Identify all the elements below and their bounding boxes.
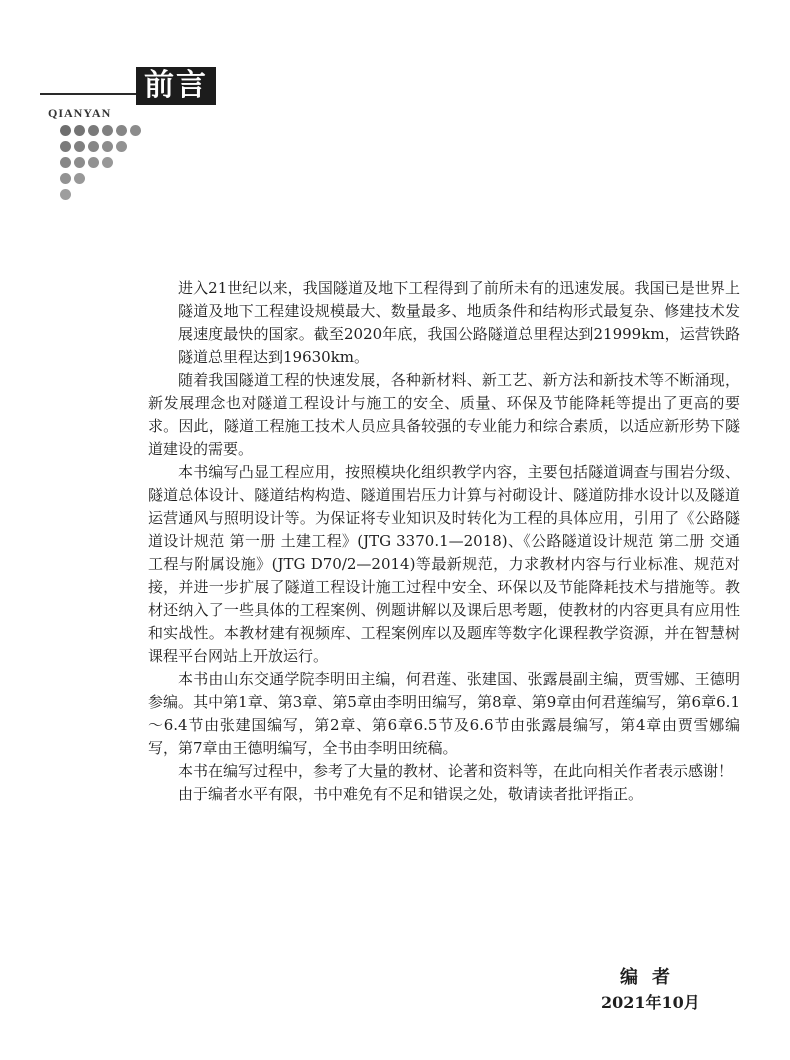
decorative-dot — [74, 173, 85, 184]
decorative-dot — [60, 125, 71, 136]
decorative-dot — [60, 157, 71, 168]
decorative-dot — [60, 141, 71, 152]
decorative-dot — [130, 125, 141, 136]
decorative-dot — [102, 157, 113, 168]
paragraph-1: 进入21世纪以来，我国隧道及地下工程得到了前所未有的迅速发展。我国已是世界上隧道及地下工程建设规模最大、数量最多、地质条件和结构形式最复杂、修建技术发展速度最快的国家。截至2020年底，我国公路隧道总里程达到21999km，运营铁路隧道总里程达到19630km。 — [178, 279, 740, 366]
decorative-dot — [88, 125, 99, 136]
paragraph-5: 本书在编写过程中，参考了大量的教材、论著和资料等，在此向相关作者表示感谢！ — [178, 762, 734, 780]
decorative-dot — [74, 141, 85, 152]
signature-date: 2021年10月 — [601, 993, 700, 1012]
decorative-dot — [102, 125, 113, 136]
paragraph-6: 由于编者水平有限，书中难免有不足和错误之处，敬请读者批评指正。 — [178, 785, 644, 803]
decorative-dot-grid — [0, 0, 200, 210]
decorative-dot — [74, 157, 85, 168]
page-title: 前言 — [136, 67, 216, 105]
paragraph-4: 本书由山东交通学院李明田主编，何君莲、张建国、张露晨副主编，贾雪娜、王德明参编。其中第1章、第3章、第5章由李明田编写，第8章、第9章由何君莲编写，第6章6.1～6.4节由张建国编写，第2章、第6章6.5节及6.6节由张露晨编写，第4章由贾雪娜编写，第7章由王德明编写，全书由李明田统稿。 — [148, 670, 740, 757]
decorative-dot — [102, 141, 113, 152]
paragraph-3: 本书编写凸显工程应用，按照模块化组织教学内容，主要包括隧道调查与围岩分级、隧道总体设计、隧道结构构造、隧道围岩压力计算与衬砌设计、隧道防排水设计以及隧道运营通风与照明设计等。为保证将专业知识及时转化为工程的具体应用，引用了《公路隧道设计规范 第一册 土建工程》(JTG 3370.1—2018)、《公路隧道设计规范 第二册 交通工程与附属设施》(JTG D70/2—2014)等最新规范，力求教材内容与行业标准、规范对接，并进一步扩展了隧道工程设计施工过程中安全、环保以及节能降耗技术与措施等。教材还纳入了一些具体的工程案例、例题讲解以及课后思考题，使教材的内容更具有应用性和实战性。本教材建有视频库、工程案例库以及题库等数字化课程教学资源，并在智慧树课程平台网站上开放运行。 — [148, 463, 740, 665]
decorative-dot — [116, 141, 127, 152]
decorative-dot — [116, 125, 127, 136]
page-subtitle: QIANYAN — [48, 106, 112, 120]
decorative-dot — [88, 141, 99, 152]
preface-body — [148, 277, 740, 806]
paragraph-2: 随着我国隧道工程的快速发展，各种新材料、新工艺、新方法和新技术等不断涌现，新发展理念也对隧道工程设计与施工的安全、质量、环保及节能降耗等提出了更高的要求。因此，隧道工程施工技术人员应具备较强的专业能力和综合素质，以适应新形势下隧道建设的需要。 — [148, 371, 740, 458]
decorative-dot — [74, 125, 85, 136]
decorative-dot — [88, 157, 99, 168]
signature-author: 编者 — [620, 967, 684, 988]
decorative-dot — [60, 189, 71, 200]
decorative-dot — [60, 173, 71, 184]
